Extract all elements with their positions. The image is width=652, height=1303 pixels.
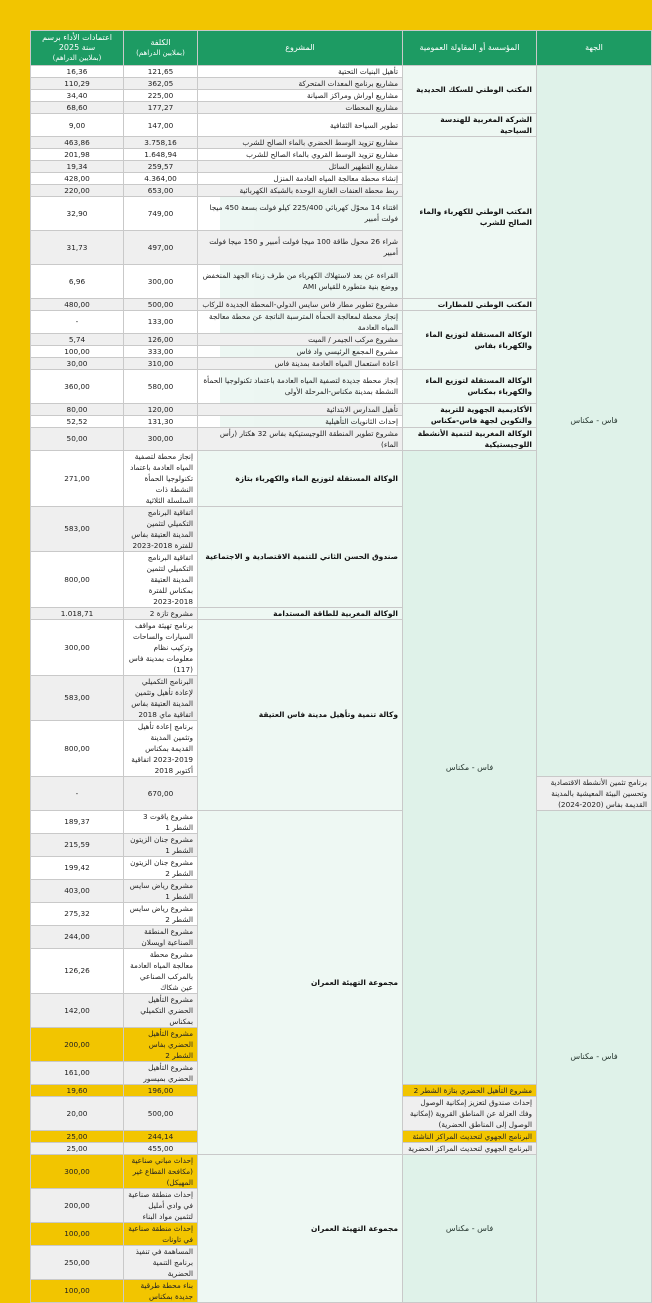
- cost-cell: 1.648,94: [124, 149, 198, 161]
- cost-cell: 131,30: [124, 415, 198, 427]
- project-cell: إحداث منطقة صناعية في وادي أمليل لتثمين مواد البناء: [124, 1188, 198, 1222]
- region-cell: فاس - مكناس: [537, 66, 652, 777]
- cost-cell: 500,00: [124, 1096, 198, 1130]
- institution-cell: المكتب الوطني للمطارات: [403, 298, 537, 310]
- cost-cell: 225,00: [124, 90, 198, 102]
- cost-cell: 455,00: [124, 1142, 198, 1154]
- institution-cell: مجموعة التهيئة العمران: [198, 810, 403, 1154]
- header-cost-unit: (بملايين الدراهم): [136, 49, 185, 57]
- project-cell: مشروع المنطقة الصناعية اويسلان: [124, 925, 198, 948]
- cost-cell: 250,00: [31, 1245, 124, 1279]
- project-cell: مشروع رياض سايس الشطر 2: [124, 902, 198, 925]
- credit-cell: 6,96: [31, 264, 124, 298]
- header-project: المشروع: [198, 31, 403, 66]
- institution-cell: الشركة المغربية للهندسة السياحية: [403, 114, 537, 137]
- credit-cell: 80,00: [31, 403, 124, 415]
- institution-cell: الوكالة المغربية لتنمية الأنشطة اللوجيستيكية: [403, 427, 537, 450]
- cost-cell: 3.758,16: [124, 137, 198, 149]
- project-cell: مشروع التأهيل الحضري بتازة الشطر 2: [403, 1084, 537, 1096]
- project-cell: إنجاز محطة لتصفية المياه العادمة باعتماد تكنولوجيا الحمأة النشطة ذات السلسلة الثلاثية: [124, 450, 198, 506]
- project-cell: مشروع تطوير مطار فاس سايس الدولي-المحطة الجديدة للركاب: [198, 298, 403, 310]
- cost-cell: 362,05: [124, 78, 198, 90]
- credit-cell: 68,60: [31, 102, 124, 114]
- credit-cell: 16,36: [31, 66, 124, 78]
- cost-cell: 244,14: [124, 1130, 198, 1142]
- project-cell: مشاريع اوراش ومراكز الصيانة: [198, 90, 403, 102]
- project-cell: البرنامج الجهوي لتحديث المراكز الحضرية: [403, 1142, 537, 1154]
- cost-cell: 196,00: [124, 1084, 198, 1096]
- project-cell: مشروع جنان الزيتون الشطر 1: [124, 833, 198, 856]
- credit-cell: 360,00: [31, 369, 124, 403]
- project-cell: إنجاز محطة لمعالجة الحمأة المترسبة الناتجة عن محطة معالجة المياه العادمة: [198, 310, 403, 333]
- cost-cell: 300,00: [31, 619, 124, 675]
- institution-cell: المكتب الوطني للسكك الحديدية: [403, 66, 537, 114]
- project-cell: إحداث مباني صناعية (مكافحة القطاع غير المهيكل): [124, 1154, 198, 1188]
- cost-cell: 4.364,00: [124, 173, 198, 185]
- cost-cell: 580,00: [124, 369, 198, 403]
- header-institution: المؤسسة أو المقاولة العمومية: [403, 31, 537, 66]
- credit-cell: -: [31, 776, 124, 810]
- credit-cell: 25,00: [31, 1130, 124, 1142]
- project-cell: مشاريع تزويد الوسط الحضري بالماء الصالح للشرب: [198, 137, 403, 149]
- credit-cell: -: [31, 310, 124, 333]
- project-cell: برنامج تهيئة مواقف السيارات والساحات وتركيب نظام معلومات بمدينة فاس (117): [124, 619, 198, 675]
- cost-cell: 271,00: [31, 450, 124, 506]
- credit-cell: 50,00: [31, 427, 124, 450]
- cost-cell: 310,00: [124, 357, 198, 369]
- project-cell: تأهيل البنيات التحتية: [198, 66, 403, 78]
- cost-cell: 200,00: [31, 1027, 124, 1061]
- cost-cell: 259,57: [124, 161, 198, 173]
- cost-cell: 749,00: [124, 197, 198, 231]
- cost-cell: 800,00: [31, 551, 124, 607]
- project-cell: المساهمة في تنفيذ برنامج التنمية الحضرية: [124, 1245, 198, 1279]
- institution-cell: الوكالة المستقلة لتوزيع الماء والكهرباء بتازة: [198, 450, 403, 506]
- project-cell: مشروع تطوير المنطقة اللوجيستيكية بفاس 32 هكتار (رأس الماء): [198, 427, 403, 450]
- header-row: [31, 31, 652, 66]
- project-cell: مشروع جنان الزيتون الشطر 2: [124, 856, 198, 879]
- table-row: [31, 810, 652, 833]
- projects-table: [30, 30, 652, 1303]
- project-cell: ربط محطة العنفات الغازية الوحدة بالشبكة الكهربائية: [198, 185, 403, 197]
- project-cell: البرنامج التكميلي لإعادة تأهيل وتثمين المدينة العتيقة بفاس اتفاقية ماي 2018: [124, 675, 198, 720]
- project-cell: مشاريع برنامج المعدات المتحركة: [198, 78, 403, 90]
- cost-cell: 100,00: [31, 1222, 124, 1245]
- project-cell: مشاريع المحطات: [198, 102, 403, 114]
- project-cell: مشروع المجمع الرئيسي واد فاس: [198, 345, 403, 357]
- credit-cell: 463,86: [31, 137, 124, 149]
- project-cell: إنشاء محطة معالجة المياه العادمة المنزل: [198, 173, 403, 185]
- cost-cell: 126,26: [31, 948, 124, 993]
- credit-cell: 34,40: [31, 90, 124, 102]
- cost-cell: 497,00: [124, 230, 198, 264]
- credit-cell: 19,34: [31, 161, 124, 173]
- project-cell: مشروع التأهيل الحضري التكميلي بمكناس: [124, 993, 198, 1027]
- project-cell: إحداث صندوق لتعزيز إمكانية الوصول وفك العزلة عن المناطق القروية (إمكانية الوصول إلى المناطق الحضرية): [403, 1096, 537, 1130]
- project-cell: مشروع التأهيل الحضري بفاس الشطر 2: [124, 1027, 198, 1061]
- institution-cell: المكتب الوطني للكهرباء والماء الصالح للشرب: [403, 137, 537, 299]
- institution-cell: الوكالة المغربية للطاقة المستدامة: [198, 607, 403, 619]
- institution-cell: صندوق الحسن الثاني للتنمية الاقتصادية و الاجتماعية: [198, 506, 403, 607]
- institution-cell: وكالة تنمية وتأهيل مدينة فاس العتيقة: [198, 619, 403, 810]
- cost-cell: 121,65: [124, 66, 198, 78]
- table-row: [31, 66, 652, 78]
- credit-cell: 25,00: [31, 1142, 124, 1154]
- credit-cell: 31,73: [31, 230, 124, 264]
- cost-cell: 653,00: [124, 185, 198, 197]
- cost-cell: 583,00: [31, 506, 124, 551]
- cost-cell: 300,00: [124, 427, 198, 450]
- project-cell: مشروع ياقوت 3 الشطر 1: [124, 810, 198, 833]
- project-cell: إحداث منطقة صناعية في تاونات: [124, 1222, 198, 1245]
- project-cell: شراء 26 محول طاقة 100 ميجا فولت أمبير و 150 ميجا فولت أمبير: [198, 230, 403, 264]
- project-cell: إحداث الثانويات التأهيلية: [198, 415, 403, 427]
- project-cell: مشروع تازة 2: [124, 607, 198, 619]
- project-cell: البرنامج الجهوي لتحديث المراكز الناشئة: [403, 1130, 537, 1142]
- project-cell: مشروع التأهيل الحضري بميسور: [124, 1061, 198, 1084]
- region-cell: فاس - مكناس: [403, 1154, 537, 1302]
- project-cell: تأهيل المدارس الابتدائية: [198, 403, 403, 415]
- cost-cell: 147,00: [124, 114, 198, 137]
- credit-cell: 110,29: [31, 78, 124, 90]
- project-cell: تطوير السياحة الثقافية: [198, 114, 403, 137]
- credit-cell: 19,60: [31, 1084, 124, 1096]
- cost-cell: 500,00: [124, 298, 198, 310]
- header-region: الجهة: [537, 31, 652, 66]
- credit-cell: 5,74: [31, 333, 124, 345]
- cost-cell: 200,00: [31, 1188, 124, 1222]
- cost-cell: 244,00: [31, 925, 124, 948]
- project-cell: مشاريع التطهير السائل: [198, 161, 403, 173]
- region-cell: فاس - مكناس: [537, 810, 652, 1302]
- institution-cell: الوكالة المستقلة لتوزيع الماء والكهرباء بفاس: [403, 310, 537, 369]
- cost-cell: 100,00: [31, 1279, 124, 1302]
- project-cell: مشروع محطة معالجة المياه العادمة بالمركب الصناعي عين شكاك: [124, 948, 198, 993]
- institution-cell: مجموعة التهيئة العمران: [198, 1154, 403, 1302]
- project-cell: اتفاقية البرنامج التكميلي لتثمين المدينة العتيقة بفاس للفترة 2018-2023: [124, 506, 198, 551]
- credit-cell: 20,00: [31, 1096, 124, 1130]
- document-sheet: [30, 30, 647, 1301]
- credit-cell: 201,98: [31, 149, 124, 161]
- project-cell: اعادة استعمال المياه العادمة بمدينة فاس: [198, 357, 403, 369]
- cost-cell: 800,00: [31, 720, 124, 776]
- cost-cell: 300,00: [124, 264, 198, 298]
- cost-cell: 199,42: [31, 856, 124, 879]
- credit-cell: 100,00: [31, 345, 124, 357]
- project-cell: بناء محطة طرقية جديدة بمكناس: [124, 1279, 198, 1302]
- credit-cell: 30,00: [31, 357, 124, 369]
- header-cost: [124, 31, 198, 66]
- credit-cell: 480,00: [31, 298, 124, 310]
- institution-cell: الوكالة المستقلة لتوزيع الماء والكهرباء بمكناس: [403, 369, 537, 403]
- credit-cell: 9,00: [31, 114, 124, 137]
- header-credits-label: اعتمادات الأداء برسم سنة 2025: [42, 33, 112, 52]
- credit-cell: 220,00: [31, 185, 124, 197]
- project-cell: مشروع مركب الجيمر / الميت: [198, 333, 403, 345]
- institution-cell: الأكاديمية الجهوية للتربية والتكوين لجهة فاس-مكناس: [403, 403, 537, 427]
- project-cell: برنامج تثمين الأنشطة الاقتصادية وتحسين البيئة المعيشية بالمدينة القديمة بفاس (2020-2024): [537, 776, 652, 810]
- cost-cell: 1.018,71: [31, 607, 124, 619]
- cost-cell: 275,32: [31, 902, 124, 925]
- cost-cell: 120,00: [124, 403, 198, 415]
- project-cell: اقتناء 14 محوّل كهربائي 225/400 كيلو فولت بسعة 450 ميجا فولت أمبير: [198, 197, 403, 231]
- credit-cell: 52,52: [31, 415, 124, 427]
- cost-cell: 670,00: [124, 776, 198, 810]
- cost-cell: 161,00: [31, 1061, 124, 1084]
- cost-cell: 126,00: [124, 333, 198, 345]
- credit-cell: 428,00: [31, 173, 124, 185]
- project-cell: القراءة عن بعد لاستهلاك الكهرباء من طرف زبناء الجهد المنخفض ووضع بنية متطورة للقياس AMI: [198, 264, 403, 298]
- project-cell: برنامج إعادة تأهيل وتثمين المدينة القديمة بمكناس 2019-2023 اتفاقية أكتوبر 2018: [124, 720, 198, 776]
- cost-cell: 403,00: [31, 879, 124, 902]
- project-cell: اتفاقية البرنامج التكميلي لتثمين المدينة العتيقة بمكناس للفترة 2018-2023: [124, 551, 198, 607]
- project-cell: إنجاز محطة جديدة لتصفية المياه العادمة باعتماد تكنولوجيا الحمأة النشطة بمدينة مكناس-المرحلة الأولى: [198, 369, 403, 403]
- cost-cell: 189,37: [31, 810, 124, 833]
- cost-cell: 177,27: [124, 102, 198, 114]
- region-cell: فاس - مكناس: [403, 450, 537, 1084]
- header-credits: [31, 31, 124, 66]
- cost-cell: 215,59: [31, 833, 124, 856]
- cost-cell: 142,00: [31, 993, 124, 1027]
- cost-cell: 133,00: [124, 310, 198, 333]
- cost-cell: 583,00: [31, 675, 124, 720]
- cost-cell: 333,00: [124, 345, 198, 357]
- credit-cell: 32,90: [31, 197, 124, 231]
- project-cell: مشاريع تزويد الوسط القروي بالماء الصالح للشرب: [198, 149, 403, 161]
- project-cell: مشروع رياض سايس الشطر 1: [124, 879, 198, 902]
- header-credits-unit: (بملايين الدراهم): [52, 54, 102, 62]
- header-cost-label: الكلفة: [150, 38, 171, 47]
- cost-cell: 300,00: [31, 1154, 124, 1188]
